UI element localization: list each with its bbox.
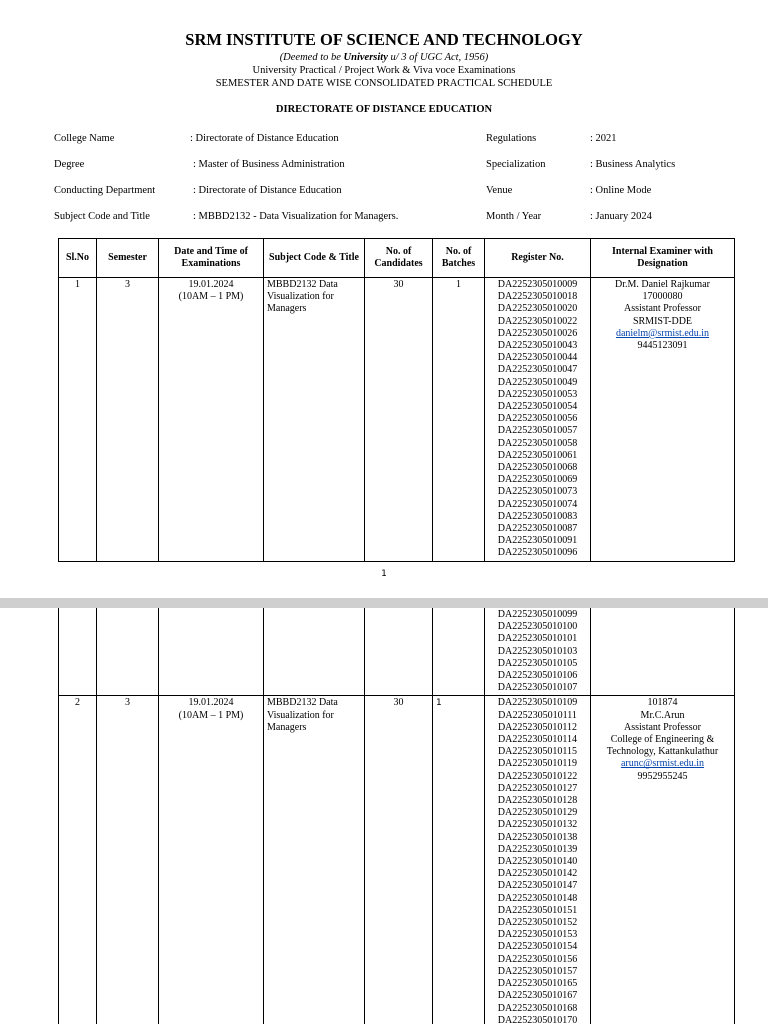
header-register: Register No. (485, 239, 591, 278)
row1-register-list-continued: DA2252305010099 DA2252305010100 DA2252305010101 DA2252305010103 DA2252305010105 DA2252305010106 DA2252305010107 (485, 608, 591, 696)
table-header-row (59, 239, 735, 278)
header-date: Date and Time of Examinations (159, 239, 264, 278)
table-row (59, 696, 735, 1024)
month-year-value: : January 2024 (590, 211, 652, 222)
header-batches: No. of Batches (433, 239, 485, 278)
row1-examiner-phone: 9445123091 (637, 340, 688, 352)
row2-date: 19.01.2024 (188, 697, 234, 709)
row1-examiner-email-link[interactable]: danielm@srmist.edu.in (615, 327, 710, 339)
row2-examiner-name: Mr.C.Arun (640, 709, 685, 721)
row1-examiner-dept: SRMIST-DDE (632, 315, 693, 327)
row2-candidates: 30 (365, 696, 433, 1024)
row1-batches: 1 (433, 278, 485, 562)
header-candidates: No. of Candidates (365, 239, 433, 278)
venue-label: Venue (486, 185, 513, 196)
row2-batches: 1 (433, 696, 485, 1024)
row1-date-cell (159, 278, 264, 562)
row1-candidates: 30 (365, 278, 433, 562)
exam-type-line: University Practical / Project Work & Viva voce Examinations (252, 65, 516, 76)
degree-label: Degree (54, 159, 85, 170)
row1-time: (10AM – 1 PM) (178, 291, 244, 303)
row2-examiner-email-link[interactable]: arunc@srmist.edu.in (620, 758, 705, 770)
table-row-continued (59, 608, 735, 696)
page-separator (0, 598, 768, 608)
subject-label: Subject Code and Title (54, 211, 150, 222)
page-2 (0, 608, 768, 1024)
row1-subject: MBBD2132 Data Visualization for Managers (264, 278, 365, 562)
row2-examiner-college: College of Engineering & Technology, Kattankulathur (606, 734, 719, 758)
header-semester: Semester (97, 239, 159, 278)
schedule-line: SEMESTER AND DATE WISE CONSOLIDATED PRACTICAL SCHEDULE (215, 78, 553, 89)
schedule-table-page1 (58, 238, 735, 562)
college-value: : Directorate of Distance Education (190, 133, 339, 144)
department-value: : Directorate of Distance Education (193, 185, 342, 196)
row2-examiner-id: 101874 (647, 697, 678, 709)
row1-examiner-designation: Assistant Professor (624, 303, 701, 315)
row1-semester: 3 (97, 278, 159, 562)
regulations-label: Regulations (486, 133, 537, 144)
row1-slno: 1 (59, 278, 97, 562)
specialization-label: Specialization (486, 159, 546, 170)
venue-value: : Online Mode (590, 185, 652, 196)
row1-examiner-name: Dr.M. Daniel Rajkumar (615, 279, 710, 290)
row2-subject: MBBD2132 Data Visualization for Managers (264, 696, 365, 1024)
row2-examiner-designation: Assistant Professor (624, 721, 701, 733)
header-subject: Subject Code & Title (264, 239, 365, 278)
degree-value: : Master of Business Administration (193, 159, 345, 170)
institute-title: SRM INSTITUTE OF SCIENCE AND TECHNOLOGY (185, 30, 583, 49)
row2-time: (10AM – 1 PM) (178, 709, 244, 721)
deemed-line: (Deemed to be University u/ 3 of UGC Act, 1956) (279, 52, 489, 63)
row2-semester: 3 (97, 696, 159, 1024)
row2-slno: 2 (59, 696, 97, 1024)
schedule-table-page2 (58, 608, 735, 1024)
header-slno: Sl.No (59, 239, 97, 278)
header-examiner: Internal Examiner with Designation (591, 239, 735, 278)
college-label: College Name (54, 133, 115, 144)
directorate-heading: DIRECTORATE OF DISTANCE EDUCATION (275, 104, 493, 115)
table-row (59, 278, 735, 562)
department-label: Conducting Department (54, 185, 156, 196)
month-year-label: Month / Year (486, 211, 542, 222)
row2-examiner-cell (591, 696, 735, 1024)
row1-examiner-cell (591, 278, 735, 562)
subject-value: : MBBD2132 - Data Visualization for Managers. (193, 211, 399, 222)
row2-register-list: DA2252305010109 DA2252305010111 DA2252305010112 DA2252305010114 DA2252305010115 DA2252305010119 DA2252305010122 DA2252305010127 DA2252305010128 DA2252305010129 DA2252305010132 DA2252305010138 DA2252305010139 DA2252305010140 DA2252305010142 DA2252305010147 DA2252305010148 DA2252305010151 DA2252305010152 DA2252305010153 DA2252305010154 DA2252305010156 DA2252305010157 DA2252305010165 DA2252305010167 DA2252305010168 DA2252305010170 (485, 696, 591, 1024)
row2-date-cell (159, 696, 264, 1024)
page-number: 1 (381, 569, 387, 579)
regulations-value: : 2021 (590, 133, 617, 144)
specialization-value: : Business Analytics (590, 159, 676, 170)
row2-examiner-phone: 9952955245 (637, 770, 688, 782)
row1-date: 19.01.2024 (188, 279, 234, 290)
row1-register-list: DA2252305010009 DA2252305010018 DA2252305010020 DA2252305010022 DA2252305010026 DA2252305010043 DA2252305010044 DA2252305010047 DA2252305010049 DA2252305010053 DA2252305010054 DA2252305010056 DA2252305010057 DA2252305010058 DA2252305010061 DA2252305010068 DA2252305010069 DA2252305010073 DA2252305010074 DA2252305010083 DA2252305010087 DA2252305010091 DA2252305010096 (485, 278, 591, 562)
row1-examiner-id: 17000080 (642, 291, 683, 303)
